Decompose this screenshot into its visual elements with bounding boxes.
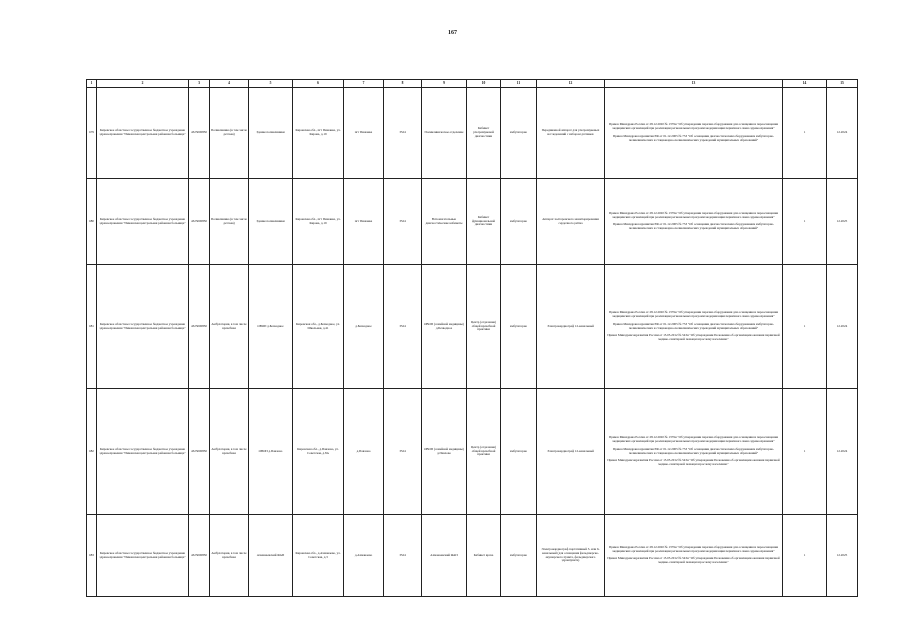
legal-basis — [605, 179, 783, 265]
quantity: 1 — [783, 515, 827, 597]
due-date: 12.2025 — [827, 515, 858, 597]
column-header: 3 — [189, 80, 210, 88]
care-type: амбулаторно — [501, 389, 537, 515]
quantity: 1 — [783, 265, 827, 389]
column-header: 13 — [605, 80, 783, 88]
facility-type: Амбулатория, в том числе врачебная — [210, 389, 249, 515]
locality: пгт Пижанка — [344, 88, 384, 179]
equipment-name: Электрокардиограф портативный 3- или 6-канальный (для оснащения фельдшерско-акушерского пункта, фельдшерского здравпункта) — [537, 515, 605, 597]
equipment-name: Передвижной аппарат для ультразвуковых исследований с набором датчиков — [537, 88, 605, 179]
room: Центр (отделение) общей врачебной практики — [467, 389, 501, 515]
inn-code: 4325000850 — [189, 179, 210, 265]
organization-name: Кировское областное государственное бюджетное учреждение здравоохранения "Пижанская центральная районная больница" — [97, 179, 189, 265]
table-row — [87, 265, 858, 389]
legal-basis-paragraph: Приказ Минздрава России от 28.12.2020 № 1379н "Об утверждении перечня оборудования для оснащения и переоснащения медицинских организаций при реализации региональных программ модернизации первичного звена здравоохранения" — [609, 309, 778, 318]
due-date: 12.2024 — [827, 265, 858, 389]
legal-basis-paragraph: Приказ Минздравсоцразвития России от 15.05.2012 № 543н "Об утверждении Положения об организации оказания первичной медико-санитарной помощи взрослому населению" — [607, 333, 780, 342]
quantity: 1 — [783, 88, 827, 179]
legal-basis-paragraph: Приказ Минздрава России от 28.12.2020 № 1379н "Об утверждении перечня оборудования для оснащения и переоснащения медицинских организаций при реализации региональных программ модернизации первичного звена здравоохранения" — [609, 122, 778, 131]
header-row — [87, 80, 858, 88]
organization-name: Кировское областное государственное бюджетное учреждение здравоохранения "Пижанская центральная районная больница" — [97, 515, 189, 597]
room: Кабинет ультразвуковой диагностики — [467, 88, 501, 179]
inn-code: 4325000850 — [189, 389, 210, 515]
code: 3524 — [384, 265, 422, 389]
facility-type: Амбулатория, в том числе врачебная — [210, 265, 249, 389]
code: 3524 — [384, 515, 422, 597]
locality: пгт Пижанка — [344, 179, 384, 265]
legal-basis-paragraph: Приказ Минздрава России от 28.12.2020 № 1379н "Об утверждении перечня оборудования для оснащения и переоснащения медицинских организаций при реализации региональных программ модернизации первичного звена здравоохранения" — [609, 544, 778, 553]
facility-unit: ОВОП д.Безводное — [249, 265, 293, 389]
row-number: 683 — [87, 515, 97, 597]
inn-code: 4325000850 — [189, 88, 210, 179]
code: 3524 — [384, 389, 422, 515]
code: 3524 — [384, 88, 422, 179]
inn-code: 4325000850 — [189, 515, 210, 597]
facility-address: Кировская обл., д.Ахманаево, ул. Советская, д.3 — [293, 515, 344, 597]
table-row — [87, 515, 858, 597]
facility-unit: Ахманаевский ФАП — [249, 515, 293, 597]
table-row — [87, 88, 858, 179]
column-header: 2 — [97, 80, 189, 88]
legal-basis-paragraph: Приказ Минздравсоцразвития РФ от 01.12.2005 № 753 "Об оснащении диагностическим оборудованием амбулаторно-поликлинических и стационарно-поликлинических учреждений муниципальных образований" — [612, 446, 775, 455]
row-number: 679 — [87, 88, 97, 179]
care-type: амбулаторно — [501, 179, 537, 265]
page-number: 167 — [448, 30, 457, 36]
facility-type: Поликлиника (в том числе детская) — [210, 88, 249, 179]
room: Кабинет функциональной диагностики — [467, 179, 501, 265]
equipment-table — [86, 79, 858, 597]
equipment-name: Электрокардиограф 12-канальный — [537, 389, 605, 515]
row-number: 681 — [87, 265, 97, 389]
column-header: 4 — [210, 80, 249, 88]
organization-name: Кировское областное государственное бюджетное учреждение здравоохранения "Пижанская центральная районная больница" — [97, 88, 189, 179]
table-row — [87, 179, 858, 265]
department: Поликлиническое отделение — [422, 88, 467, 179]
facility-type: Поликлиника (в том числе детская) — [210, 179, 249, 265]
table-row — [87, 389, 858, 515]
legal-basis-paragraph: Приказ Минздравсоцразвития России от 15.05.2012 № 543н "Об утверждении Положения об организации оказания первичной медико-санитарной помощи взрослому населению" — [607, 556, 780, 565]
facility-unit: Здание поликлиники — [249, 88, 293, 179]
row-number: 680 — [87, 179, 97, 265]
column-header: 9 — [422, 80, 467, 88]
facility-unit: ОВОП д.Павлово — [249, 389, 293, 515]
locality: д.Ахманаево — [344, 515, 384, 597]
quantity: 1 — [783, 389, 827, 515]
room: Кабинет врача — [467, 515, 501, 597]
legal-basis — [605, 88, 783, 179]
equipment-name: Электрокардиограф 12-канальный — [537, 265, 605, 389]
column-header: 5 — [249, 80, 293, 88]
legal-basis-paragraph: Приказ Минздравсоцразвития РФ от 01.12.2005 № 753 "Об оснащении диагностическим оборудованием амбулаторно-поликлинических и стационарно-поликлинических учреждений муниципальных образований" — [612, 133, 775, 142]
legal-basis-paragraph: Приказ Минздравсоцразвития РФ от 01.12.2005 № 753 "Об оснащении диагностическим оборудованием амбулаторно-поликлинических и стационарно-поликлинических учреждений муниципальных образований" — [612, 321, 775, 330]
locality: д.Павлово — [344, 389, 384, 515]
legal-basis — [605, 389, 783, 515]
column-header: 6 — [293, 80, 344, 88]
column-header: 10 — [467, 80, 501, 88]
facility-type: Амбулатория, в том числе врачебная — [210, 515, 249, 597]
legal-basis — [605, 265, 783, 389]
column-header: 11 — [501, 80, 537, 88]
department: ОВОП (семейной медицины) д.Безводное — [422, 265, 467, 389]
locality: д.Безводное — [344, 265, 384, 389]
facility-address: Кировская обл., пгт Пижанка, ул. Кирова, д.19 — [293, 88, 344, 179]
facility-address: Кировская обл., д.Безводное, ул. Школьная, д.41 — [293, 265, 344, 389]
quantity: 1 — [783, 179, 827, 265]
department: ОВОП (семейной медицины) д.Павлово — [422, 389, 467, 515]
due-date: 12.2024 — [827, 389, 858, 515]
organization-name: Кировское областное государственное бюджетное учреждение здравоохранения "Пижанская центральная районная больница" — [97, 389, 189, 515]
code: 3524 — [384, 179, 422, 265]
facility-address: Кировская обл., д.Павлово, ул. Советская, д.8А — [293, 389, 344, 515]
legal-basis-paragraph: Приказ Минздравсоцразвития РФ от 01.12.2005 № 753 "Об оснащении диагностическим оборудованием амбулаторно-поликлинических и стационарно-поликлинических учреждений муниципальных образований" — [612, 222, 775, 231]
column-header: 1 — [87, 80, 97, 88]
column-header: 14 — [783, 80, 827, 88]
facility-address: Кировская обл., пгт Пижанка, ул. Кирова, д.19 — [293, 179, 344, 265]
care-type: амбулаторно — [501, 88, 537, 179]
due-date: 12.2024 — [827, 88, 858, 179]
legal-basis-paragraph: Приказ Минздравсоцразвития России от 15.05.2012 № 543н "Об утверждении Положения об организации оказания первичной медико-санитарной помощи взрослому населению" — [607, 458, 780, 467]
column-header: 7 — [344, 80, 384, 88]
row-number: 682 — [87, 389, 97, 515]
legal-basis-paragraph: Приказ Минздрава России от 28.12.2020 № 1379н "Об утверждении перечня оборудования для оснащения и переоснащения медицинских организаций при реализации региональных программ модернизации первичного звена здравоохранения" — [609, 210, 778, 219]
facility-unit: Здание поликлиники — [249, 179, 293, 265]
due-date: 12.2025 — [827, 179, 858, 265]
care-type: амбулаторно — [501, 265, 537, 389]
equipment-name: Аппарат холтеровского мониторирования сердечного ритма — [537, 179, 605, 265]
column-header: 15 — [827, 80, 858, 88]
legal-basis-paragraph: Приказ Минздрава России от 28.12.2020 № 1379н "Об утверждении перечня оборудования для оснащения и переоснащения медицинских организаций при реализации региональных программ модернизации первичного звена здравоохранения" — [609, 434, 778, 443]
column-header: 12 — [537, 80, 605, 88]
department: Вспомогательные диагностические кабинеты — [422, 179, 467, 265]
column-header: 8 — [384, 80, 422, 88]
room: Центр (отделение) общей врачебной практики — [467, 265, 501, 389]
organization-name: Кировское областное государственное бюджетное учреждение здравоохранения "Пижанская центральная районная больница" — [97, 265, 189, 389]
department: Ахманаевский ФАП — [422, 515, 467, 597]
legal-basis — [605, 515, 783, 597]
inn-code: 4325000850 — [189, 265, 210, 389]
care-type: амбулаторно — [501, 515, 537, 597]
